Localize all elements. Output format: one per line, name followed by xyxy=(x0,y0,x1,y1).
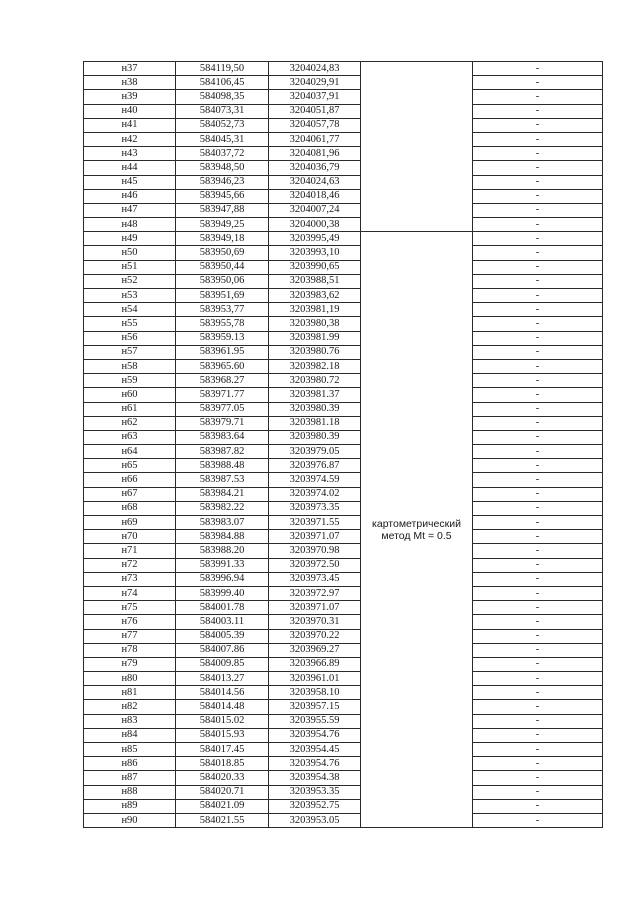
table-row xyxy=(84,303,603,317)
note-cell: - xyxy=(473,672,603,686)
table-row xyxy=(84,317,603,331)
y-coordinate-cell: 3204061,77 xyxy=(269,132,361,146)
y-coordinate-cell: 3203954.76 xyxy=(269,728,361,742)
table-row xyxy=(84,700,603,714)
note-cell: - xyxy=(473,274,603,288)
table-row xyxy=(84,147,603,161)
note-cell: - xyxy=(473,374,603,388)
table-row xyxy=(84,657,603,671)
note-cell: - xyxy=(473,161,603,175)
table-row xyxy=(84,473,603,487)
point-id-cell: н89 xyxy=(84,799,176,813)
y-coordinate-cell: 3204081,96 xyxy=(269,147,361,161)
y-coordinate-cell: 3204000,38 xyxy=(269,218,361,232)
y-coordinate-cell: 3203973.35 xyxy=(269,501,361,515)
y-coordinate-cell: 3203954.38 xyxy=(269,771,361,785)
table-row xyxy=(84,785,603,799)
point-id-cell: н59 xyxy=(84,374,176,388)
y-coordinate-cell: 3204024,63 xyxy=(269,175,361,189)
y-coordinate-cell: 3203983,62 xyxy=(269,289,361,303)
x-coordinate-cell: 584015.93 xyxy=(176,728,269,742)
y-coordinate-cell: 3203954.45 xyxy=(269,743,361,757)
y-coordinate-cell: 3203993,10 xyxy=(269,246,361,260)
coordinates-table xyxy=(83,61,603,828)
point-id-cell: н39 xyxy=(84,90,176,104)
note-cell: - xyxy=(473,189,603,203)
table-row xyxy=(84,274,603,288)
note-cell: - xyxy=(473,260,603,274)
y-coordinate-cell: 3203969.27 xyxy=(269,643,361,657)
point-id-cell: н90 xyxy=(84,813,176,827)
y-coordinate-cell: 3203958.10 xyxy=(269,686,361,700)
x-coordinate-cell: 583987.82 xyxy=(176,445,269,459)
point-id-cell: н58 xyxy=(84,359,176,373)
note-cell: - xyxy=(473,629,603,643)
y-coordinate-cell: 3203954.76 xyxy=(269,757,361,771)
table-row xyxy=(84,544,603,558)
note-cell: - xyxy=(473,686,603,700)
x-coordinate-cell: 583961.95 xyxy=(176,345,269,359)
y-coordinate-cell: 3203981.18 xyxy=(269,416,361,430)
y-coordinate-cell: 3203980,38 xyxy=(269,317,361,331)
x-coordinate-cell: 584018.85 xyxy=(176,757,269,771)
x-coordinate-cell: 583984.88 xyxy=(176,530,269,544)
point-id-cell: н67 xyxy=(84,487,176,501)
table-row xyxy=(84,686,603,700)
point-id-cell: н54 xyxy=(84,303,176,317)
y-coordinate-cell: 3203980.76 xyxy=(269,345,361,359)
y-coordinate-cell: 3204029,91 xyxy=(269,76,361,90)
table-row xyxy=(84,743,603,757)
y-coordinate-cell: 3203995,49 xyxy=(269,232,361,246)
note-cell: - xyxy=(473,132,603,146)
point-id-cell: н61 xyxy=(84,402,176,416)
note-cell: - xyxy=(473,90,603,104)
y-coordinate-cell: 3203980.72 xyxy=(269,374,361,388)
point-id-cell: н38 xyxy=(84,76,176,90)
x-coordinate-cell: 584020.33 xyxy=(176,771,269,785)
point-id-cell: н43 xyxy=(84,147,176,161)
point-id-cell: н82 xyxy=(84,700,176,714)
y-coordinate-cell: 3203971.55 xyxy=(269,516,361,530)
table-row xyxy=(84,76,603,90)
y-coordinate-cell: 3203961.01 xyxy=(269,672,361,686)
y-coordinate-cell: 3203974.02 xyxy=(269,487,361,501)
x-coordinate-cell: 584017.45 xyxy=(176,743,269,757)
note-cell: - xyxy=(473,388,603,402)
y-coordinate-cell: 3203970.22 xyxy=(269,629,361,643)
table-row xyxy=(84,572,603,586)
table-row xyxy=(84,388,603,402)
note-cell: - xyxy=(473,487,603,501)
table-row xyxy=(84,118,603,132)
y-coordinate-cell: 3204018,46 xyxy=(269,189,361,203)
table-row xyxy=(84,232,603,246)
point-id-cell: н49 xyxy=(84,232,176,246)
point-id-cell: н62 xyxy=(84,416,176,430)
x-coordinate-cell: 583982.22 xyxy=(176,501,269,515)
note-cell: - xyxy=(473,289,603,303)
point-id-cell: н74 xyxy=(84,586,176,600)
x-coordinate-cell: 583991.33 xyxy=(176,558,269,572)
table-row xyxy=(84,643,603,657)
point-id-cell: н40 xyxy=(84,104,176,118)
method-accuracy-label: метод Mt = 0.5 xyxy=(381,529,452,542)
note-cell: - xyxy=(473,530,603,544)
note-cell: - xyxy=(473,218,603,232)
table-row xyxy=(84,558,603,572)
y-coordinate-cell: 3203974.59 xyxy=(269,473,361,487)
note-cell: - xyxy=(473,76,603,90)
point-id-cell: н75 xyxy=(84,601,176,615)
table-row xyxy=(84,359,603,373)
table-row xyxy=(84,203,603,217)
x-coordinate-cell: 584021.09 xyxy=(176,799,269,813)
x-coordinate-cell: 583950,69 xyxy=(176,246,269,260)
x-coordinate-cell: 584073,31 xyxy=(176,104,269,118)
note-cell: - xyxy=(473,430,603,444)
point-id-cell: н44 xyxy=(84,161,176,175)
point-id-cell: н77 xyxy=(84,629,176,643)
y-coordinate-cell: 3203972.97 xyxy=(269,586,361,600)
point-id-cell: н85 xyxy=(84,743,176,757)
x-coordinate-cell: 584003.11 xyxy=(176,615,269,629)
note-cell: - xyxy=(473,771,603,785)
x-coordinate-cell: 584014.48 xyxy=(176,700,269,714)
note-cell: - xyxy=(473,714,603,728)
x-coordinate-cell: 583949,18 xyxy=(176,232,269,246)
x-coordinate-cell: 583951,69 xyxy=(176,289,269,303)
note-cell: - xyxy=(473,700,603,714)
y-coordinate-cell: 3203981.37 xyxy=(269,388,361,402)
point-id-cell: н79 xyxy=(84,657,176,671)
y-coordinate-cell: 3204007,24 xyxy=(269,203,361,217)
point-id-cell: н51 xyxy=(84,260,176,274)
note-cell: - xyxy=(473,246,603,260)
y-coordinate-cell: 3203955.59 xyxy=(269,714,361,728)
point-id-cell: н45 xyxy=(84,175,176,189)
x-coordinate-cell: 583955,78 xyxy=(176,317,269,331)
note-cell: - xyxy=(473,104,603,118)
point-id-cell: н86 xyxy=(84,757,176,771)
x-coordinate-cell: 583987.53 xyxy=(176,473,269,487)
y-coordinate-cell: 3203970.98 xyxy=(269,544,361,558)
y-coordinate-cell: 3204036,79 xyxy=(269,161,361,175)
x-coordinate-cell: 584106,45 xyxy=(176,76,269,90)
table-row xyxy=(84,799,603,813)
x-coordinate-cell: 583968.27 xyxy=(176,374,269,388)
x-coordinate-cell: 584098,35 xyxy=(176,90,269,104)
x-coordinate-cell: 583979.71 xyxy=(176,416,269,430)
point-id-cell: н76 xyxy=(84,615,176,629)
point-id-cell: н48 xyxy=(84,218,176,232)
x-coordinate-cell: 583984.21 xyxy=(176,487,269,501)
x-coordinate-cell: 583988.48 xyxy=(176,459,269,473)
note-cell: - xyxy=(473,643,603,657)
y-coordinate-cell: 3203971.07 xyxy=(269,530,361,544)
x-coordinate-cell: 583949,25 xyxy=(176,218,269,232)
table-row xyxy=(84,430,603,444)
x-coordinate-cell: 583965.60 xyxy=(176,359,269,373)
x-coordinate-cell: 583946,23 xyxy=(176,175,269,189)
x-coordinate-cell: 584005.39 xyxy=(176,629,269,643)
note-cell: - xyxy=(473,303,603,317)
x-coordinate-cell: 583953,77 xyxy=(176,303,269,317)
note-cell: - xyxy=(473,657,603,671)
note-cell: - xyxy=(473,586,603,600)
x-coordinate-cell: 584045,31 xyxy=(176,132,269,146)
table-row xyxy=(84,90,603,104)
table-row xyxy=(84,104,603,118)
table-row xyxy=(84,629,603,643)
table-row xyxy=(84,345,603,359)
point-id-cell: н60 xyxy=(84,388,176,402)
method-label: картометрический xyxy=(372,517,461,530)
x-coordinate-cell: 584037,72 xyxy=(176,147,269,161)
y-coordinate-cell: 3203953.05 xyxy=(269,813,361,827)
x-coordinate-cell: 583948,50 xyxy=(176,161,269,175)
table-row xyxy=(84,813,603,827)
table-row xyxy=(84,374,603,388)
x-coordinate-cell: 583959.13 xyxy=(176,331,269,345)
table-row xyxy=(84,757,603,771)
table-row xyxy=(84,161,603,175)
note-cell: - xyxy=(473,572,603,586)
y-coordinate-cell: 3203953.35 xyxy=(269,785,361,799)
table-row xyxy=(84,189,603,203)
y-coordinate-cell: 3203957.15 xyxy=(269,700,361,714)
point-id-cell: н87 xyxy=(84,771,176,785)
y-coordinate-cell: 3203966.89 xyxy=(269,657,361,671)
point-id-cell: н71 xyxy=(84,544,176,558)
point-id-cell: н47 xyxy=(84,203,176,217)
note-cell: - xyxy=(473,615,603,629)
table-row xyxy=(84,501,603,515)
note-cell: - xyxy=(473,785,603,799)
table-row xyxy=(84,289,603,303)
note-cell: - xyxy=(473,203,603,217)
table-row xyxy=(84,586,603,600)
y-coordinate-cell: 3203988,51 xyxy=(269,274,361,288)
x-coordinate-cell: 584052,73 xyxy=(176,118,269,132)
table-row xyxy=(84,445,603,459)
note-cell: - xyxy=(473,558,603,572)
table-row xyxy=(84,601,603,615)
point-id-cell: н80 xyxy=(84,672,176,686)
point-id-cell: н69 xyxy=(84,516,176,530)
table-row xyxy=(84,331,603,345)
table-row xyxy=(84,714,603,728)
y-coordinate-cell: 3203981,19 xyxy=(269,303,361,317)
table-row xyxy=(84,416,603,430)
note-cell: - xyxy=(473,757,603,771)
point-id-cell: н50 xyxy=(84,246,176,260)
table-row xyxy=(84,175,603,189)
x-coordinate-cell: 584009.85 xyxy=(176,657,269,671)
table-row xyxy=(84,459,603,473)
x-coordinate-cell: 584014.56 xyxy=(176,686,269,700)
y-coordinate-cell: 3203976.87 xyxy=(269,459,361,473)
table-row xyxy=(84,402,603,416)
y-coordinate-cell: 3203970.31 xyxy=(269,615,361,629)
y-coordinate-cell: 3203981.99 xyxy=(269,331,361,345)
note-cell: - xyxy=(473,473,603,487)
x-coordinate-cell: 583950,06 xyxy=(176,274,269,288)
x-coordinate-cell: 583971.77 xyxy=(176,388,269,402)
point-id-cell: н73 xyxy=(84,572,176,586)
note-cell: - xyxy=(473,799,603,813)
note-cell: - xyxy=(473,175,603,189)
table-row xyxy=(84,260,603,274)
x-coordinate-cell: 583996.94 xyxy=(176,572,269,586)
note-cell: - xyxy=(473,813,603,827)
point-id-cell: н57 xyxy=(84,345,176,359)
point-id-cell: н65 xyxy=(84,459,176,473)
note-cell: - xyxy=(473,501,603,515)
point-id-cell: н64 xyxy=(84,445,176,459)
x-coordinate-cell: 583977.05 xyxy=(176,402,269,416)
point-id-cell: н41 xyxy=(84,118,176,132)
x-coordinate-cell: 584020.71 xyxy=(176,785,269,799)
table-row xyxy=(84,728,603,742)
x-coordinate-cell: 584007.86 xyxy=(176,643,269,657)
x-coordinate-cell: 584013.27 xyxy=(176,672,269,686)
y-coordinate-cell: 3203952.75 xyxy=(269,799,361,813)
table-row xyxy=(84,487,603,501)
point-id-cell: н81 xyxy=(84,686,176,700)
point-id-cell: н63 xyxy=(84,430,176,444)
x-coordinate-cell: 583983.07 xyxy=(176,516,269,530)
table-row xyxy=(84,132,603,146)
x-coordinate-cell: 584001.78 xyxy=(176,601,269,615)
x-coordinate-cell: 583983.64 xyxy=(176,430,269,444)
x-coordinate-cell: 584119,50 xyxy=(176,62,269,76)
note-cell: - xyxy=(473,728,603,742)
y-coordinate-cell: 3203971.07 xyxy=(269,601,361,615)
point-id-cell: н72 xyxy=(84,558,176,572)
table-row xyxy=(84,62,603,76)
note-cell: - xyxy=(473,345,603,359)
point-id-cell: н55 xyxy=(84,317,176,331)
method-cell xyxy=(361,232,473,828)
point-id-cell: н52 xyxy=(84,274,176,288)
table-row xyxy=(84,615,603,629)
note-cell: - xyxy=(473,232,603,246)
y-coordinate-cell: 3204051,87 xyxy=(269,104,361,118)
point-id-cell: н83 xyxy=(84,714,176,728)
coordinates-table-body xyxy=(84,62,603,828)
point-id-cell: н42 xyxy=(84,132,176,146)
note-cell: - xyxy=(473,416,603,430)
note-cell: - xyxy=(473,359,603,373)
note-cell: - xyxy=(473,516,603,530)
y-coordinate-cell: 3204037,91 xyxy=(269,90,361,104)
point-id-cell: н66 xyxy=(84,473,176,487)
note-cell: - xyxy=(473,331,603,345)
table-row xyxy=(84,516,603,530)
y-coordinate-cell: 3203980.39 xyxy=(269,430,361,444)
x-coordinate-cell: 583945,66 xyxy=(176,189,269,203)
point-id-cell: н53 xyxy=(84,289,176,303)
point-id-cell: н46 xyxy=(84,189,176,203)
note-cell: - xyxy=(473,147,603,161)
x-coordinate-cell: 583950,44 xyxy=(176,260,269,274)
y-coordinate-cell: 3203990,65 xyxy=(269,260,361,274)
y-coordinate-cell: 3203982.18 xyxy=(269,359,361,373)
table-row xyxy=(84,771,603,785)
note-cell: - xyxy=(473,459,603,473)
table-row xyxy=(84,530,603,544)
point-id-cell: н70 xyxy=(84,530,176,544)
table-row xyxy=(84,218,603,232)
x-coordinate-cell: 584015.02 xyxy=(176,714,269,728)
y-coordinate-cell: 3203972.50 xyxy=(269,558,361,572)
x-coordinate-cell: 584021.55 xyxy=(176,813,269,827)
y-coordinate-cell: 3203980.39 xyxy=(269,402,361,416)
x-coordinate-cell: 583988.20 xyxy=(176,544,269,558)
note-cell: - xyxy=(473,743,603,757)
y-coordinate-cell: 3203979.05 xyxy=(269,445,361,459)
point-id-cell: н88 xyxy=(84,785,176,799)
point-id-cell: н68 xyxy=(84,501,176,515)
note-cell: - xyxy=(473,402,603,416)
point-id-cell: н56 xyxy=(84,331,176,345)
y-coordinate-cell: 3203973.45 xyxy=(269,572,361,586)
note-cell: - xyxy=(473,445,603,459)
x-coordinate-cell: 583947,88 xyxy=(176,203,269,217)
note-cell: - xyxy=(473,544,603,558)
note-cell: - xyxy=(473,118,603,132)
point-id-cell: н37 xyxy=(84,62,176,76)
point-id-cell: н78 xyxy=(84,643,176,657)
x-coordinate-cell: 583999.40 xyxy=(176,586,269,600)
table-row xyxy=(84,672,603,686)
note-cell: - xyxy=(473,62,603,76)
note-cell: - xyxy=(473,601,603,615)
y-coordinate-cell: 3204024,83 xyxy=(269,62,361,76)
table-row xyxy=(84,246,603,260)
method-cell-empty xyxy=(361,62,473,232)
note-cell: - xyxy=(473,317,603,331)
y-coordinate-cell: 3204057,78 xyxy=(269,118,361,132)
point-id-cell: н84 xyxy=(84,728,176,742)
